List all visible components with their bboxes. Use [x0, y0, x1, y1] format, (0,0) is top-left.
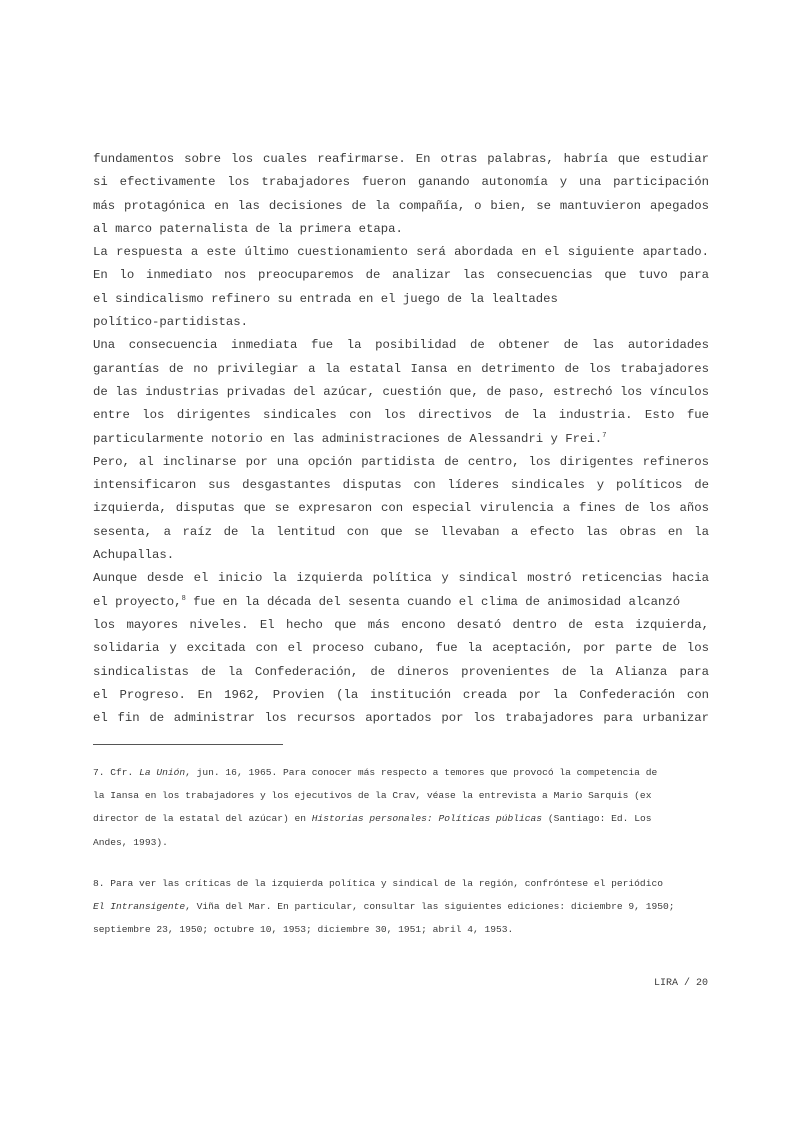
text-line: el sindicalismo refinero su entrada en el juego de la lealtades	[93, 291, 558, 306]
footnote-ref-7[interactable]: 7	[602, 431, 607, 440]
body-text	[93, 148, 709, 730]
text-line: garantías de no privilegiar a la estatal Iansa en detrimento de los trabajadores	[93, 361, 709, 376]
footnote-ref-8[interactable]: 8	[181, 594, 186, 603]
text-span: fue en la década del sesenta cuando el clima de animosidad alcanzó	[185, 594, 681, 609]
text-line: Aunque desde el inicio la izquierda política y sindical mostró reticencias hacia	[93, 571, 709, 586]
text-line: el Progreso. En 1962, Provien (la institución creada por la Confederación con	[93, 687, 709, 702]
text-line: sindicalistas de la Confederación, de dineros provenientes de la Alianza para	[93, 664, 709, 679]
text-line: al marco paternalista de la primera etapa.	[93, 221, 403, 236]
text-line: los mayores niveles. El hecho que más encono desató dentro de esta izquierda,	[93, 617, 709, 632]
text-span: , Viña del Mar. En particular, consultar las siguientes ediciones: diciembre 9, 1950;	[185, 901, 675, 913]
text-line: Una consecuencia inmediata fue la posibilidad de obtener de las autoridades	[93, 338, 709, 353]
text-span: (Santiago: Ed. Los	[542, 813, 652, 825]
footnote-line	[93, 807, 709, 830]
text-line: sesenta, a raíz de la lentitud con que se llevaban a efecto las obras en la	[93, 524, 709, 539]
text-span: 7. Cfr.	[93, 767, 140, 778]
text-line: el fin de administrar los recursos aportados por los trabajadores para urbanizar	[93, 711, 709, 726]
text-line: de las industrias privadas del azúcar, cuestión que, de paso, estrechó los vínculos	[93, 384, 709, 399]
footnote-line: la Iansa en los trabajadores y los ejecutivos de la Crav, véase la entrevista a Mario Sarquis (ex	[93, 790, 652, 802]
text-line: fundamentos sobre los cuales reafirmarse. En otras palabras, habría que estudiar	[93, 152, 709, 166]
text-line: más protagónica en las decisiones de la compañía, o bien, se mantuvieron apegados	[93, 198, 709, 213]
text-line: si efectivamente los trabajadores fueron ganando autonomía y una participación	[93, 175, 709, 190]
footnote-line: 8. Para ver las críticas de la izquierda política y sindical de la región, confróntese el periódico	[93, 878, 663, 889]
italic-title: Historias personales: Políticas públicas	[311, 813, 543, 825]
text-line: solidaria y excitada con el proceso cubano, fue la aceptación, por parte de los	[93, 641, 709, 656]
footnote-line	[93, 895, 709, 918]
text-line: La respuesta a este último cuestionamiento será abordada en el siguiente apartado.	[93, 245, 709, 260]
italic-title: La Unión	[139, 767, 186, 778]
text-line: izquierda, disputas que se expresaron con especial virulencia a fines de los años	[93, 501, 709, 516]
text-line	[93, 428, 709, 451]
footnote-8	[93, 872, 709, 942]
footnote-line: septiembre 23, 1950; octubre 10, 1953; diciembre 30, 1951; abril 4, 1953.	[93, 924, 514, 936]
text-span: , jun. 16, 1965. Para conocer más respecto a temores que provocó la competencia de	[185, 767, 658, 778]
text-line: entre los dirigentes sindicales con los directivos de la industria. Esto fue	[93, 408, 709, 423]
text-span: director de la estatal del azúcar) en	[93, 813, 312, 825]
page-number: LIRA / 20	[653, 978, 708, 989]
footnote-divider	[93, 744, 283, 745]
text-line: Pero, al inclinarse por una opción partidista de centro, los dirigentes refineros	[93, 454, 709, 469]
footnote-7	[93, 761, 709, 854]
text-line: Achupallas.	[93, 548, 175, 563]
text-line: intensificaron sus desgastantes disputas con líderes sindicales y políticos de	[93, 478, 709, 493]
footnote-line	[93, 761, 709, 784]
footnote-line: Andes, 1993).	[93, 836, 168, 848]
text-span: el proyecto,	[93, 594, 182, 609]
text-line	[93, 591, 709, 614]
text-line: político-partidistas.	[93, 315, 248, 330]
italic-title: El Intransigente	[93, 901, 186, 913]
text-line: En lo inmediato nos preocuparemos de analizar las consecuencias que tuvo para	[93, 268, 709, 283]
text-span: particularmente notorio en las administraciones de Alessandri y Frei.	[93, 431, 603, 446]
